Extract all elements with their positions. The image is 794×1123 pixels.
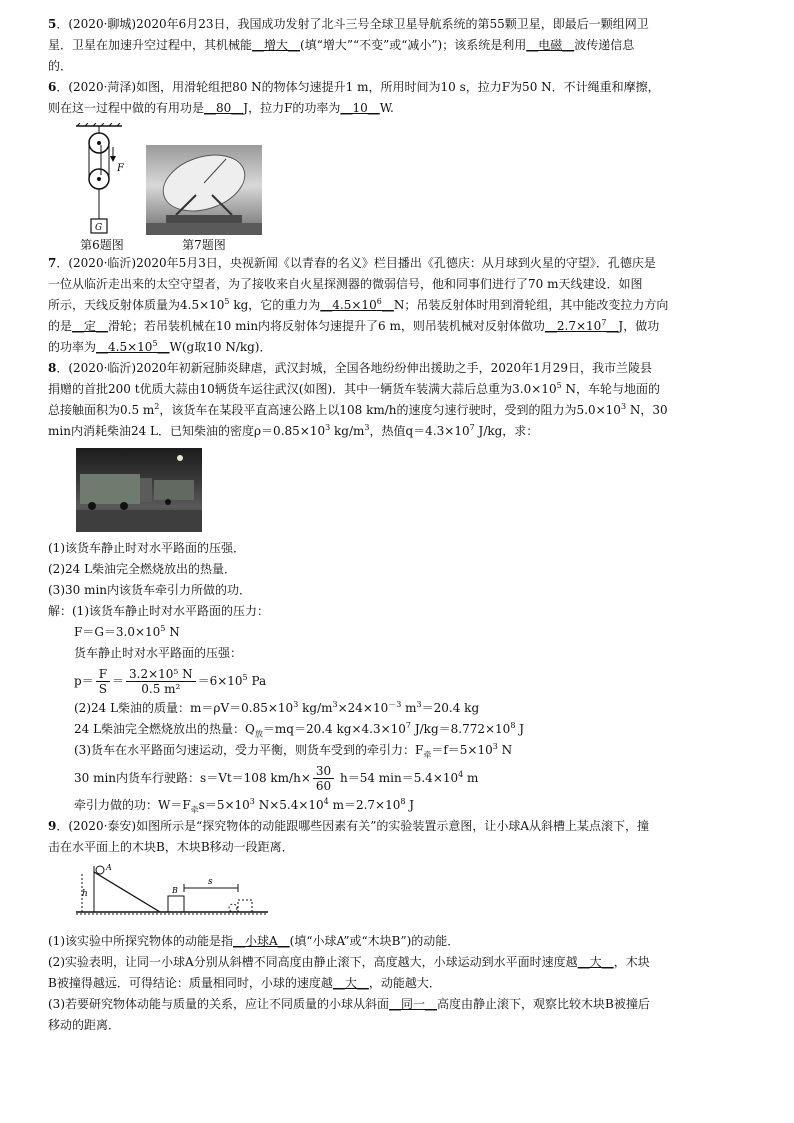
figure-8 (76, 448, 748, 532)
worksheet-page (48, 14, 748, 1036)
q8-s7-b: ＝f＝5×10 (431, 743, 493, 757)
q8-sup-4c: 7 (469, 423, 475, 432)
q8-sup-4: 3 (325, 423, 331, 432)
q9-sub3-text-a: (3)若要研究物体动能与质量的关系，应让不同质量的小球从斜面 (48, 997, 390, 1011)
q8-solution-5 (48, 698, 748, 719)
q8-s2-b: N (165, 625, 180, 639)
q9-sub2-text-d: ，动能越大． (368, 976, 441, 990)
q5-line1 (48, 14, 748, 35)
figure-7 (146, 145, 262, 253)
q7-text-4c: J，做功 (618, 319, 660, 333)
q9-sub2-text-c: B被撞得越远．可得结论：质量相同时，小球的速度越 (48, 976, 333, 990)
q5-text-4: 波传递信息 (574, 38, 635, 52)
q8-text-4d: J/kg，求： (474, 424, 539, 438)
q9-answer-3: __大__ (332, 976, 369, 990)
q7-line4 (48, 316, 748, 337)
q8-s7-sub: 牵 (423, 750, 432, 760)
q5-line2 (48, 35, 748, 56)
q7-line1 (48, 253, 748, 274)
q9-number: 9 (48, 819, 57, 833)
q7-answer-3 (545, 319, 619, 333)
q8-s7-a: (3)货车在水平路面匀速运动，受力平衡，则货车受到的牵引力：F (74, 743, 424, 757)
q8-solution-9 (48, 795, 748, 816)
q6-number: 6 (48, 80, 57, 94)
q9-answer-4: __同一__ (389, 997, 438, 1011)
q8-s8-sup: 4 (458, 770, 464, 779)
q8-s9-sup: 3 (249, 797, 255, 806)
q8-text-4a: min内消耗柴油24 L．已知柴油的密度ρ＝0.85×10 (48, 424, 326, 438)
q8-line1 (48, 358, 748, 379)
force-label-F: F (117, 163, 124, 174)
q7-answer-4-end: __ (157, 340, 170, 354)
q9-sub2-text-a: (2)实验表明，让同一小球A分别从斜槽不同高度由静止滚下，高度越大，小球运动到水平面时速度越 (48, 955, 578, 969)
q7-text-1: ．(2020·临沂)2020年5月3日，央视新闻《以青春的名义》栏目播出《孔德庆：从月球到火星的守望》．孔德庆是 (56, 256, 656, 270)
q8-s9-d: m＝2.7×10 (328, 798, 401, 812)
q8-solution-4 (48, 664, 748, 698)
q8-s5-b: kg/m (298, 701, 333, 715)
q8-s4-frac-2 (126, 667, 196, 696)
frac-numerator: 3.2×10⁵ N (126, 667, 196, 682)
q5-answer-2: __电磁__ (526, 38, 575, 52)
truck-image (76, 448, 202, 532)
q6-text-1: ．(2020·菏泽)如图，用滑轮组把80 N的物体匀速提升1 m，所用时间为10 s，拉力F为50 N．不计绳重和摩擦， (56, 80, 660, 94)
q8-s6-sup2: 8 (510, 721, 516, 730)
q8-s6-a: 24 L柴油完全燃烧放出的热量：Q (74, 722, 255, 736)
q8-line4 (48, 421, 748, 442)
q8-solution-6 (48, 719, 748, 740)
q5-text-5: 的． (48, 59, 73, 73)
figure-9 (72, 862, 748, 927)
q8-solution-2 (48, 622, 748, 643)
q8-s6-d: J (515, 722, 525, 736)
q5-number: 5 (48, 17, 57, 31)
weight-label-G: G (95, 223, 103, 233)
q8-text-2b: N，车轮与地面的 (561, 382, 661, 396)
frac-denominator: S (98, 682, 107, 696)
q8-s6-c: J/kg＝8.772×10 (411, 722, 511, 736)
q8-s2-sup: 5 (160, 624, 166, 633)
q8-sup-3b: 3 (620, 402, 627, 411)
q8-s4-eq: ＝ (112, 674, 125, 688)
q8-s9-sup3: 8 (400, 797, 406, 806)
q9-sub1-text-b: (填“小球A”或“木块B”)的动能． (289, 934, 460, 948)
q7-text-5a: 的功率为 (48, 340, 97, 354)
q6-line2 (48, 98, 748, 119)
q8-s4-frac-1 (96, 667, 110, 696)
q7-sup-3: 5 (224, 297, 230, 306)
q5-answer-1: __增大__ (252, 38, 301, 52)
q6-answer-2: __10__ (340, 101, 380, 115)
ball-label-A: A (106, 863, 112, 872)
q8-text-1: ．(2020·临沂)2020年初新冠肺炎肆虐，武汉封城，全国各地纷纷伸出援助之手，2020年1月29日，我市兰陵县 (56, 361, 653, 375)
q7-answer-1 (320, 298, 394, 312)
q8-solution-8 (48, 761, 748, 795)
q8-sup-2: 5 (556, 381, 562, 390)
kinetic-energy-apparatus-diagram (72, 862, 272, 920)
q8-s9-a: 牵引力做的功：W＝F (74, 798, 191, 812)
figure-6 (72, 123, 132, 253)
q8-sup-3: 2 (154, 402, 160, 411)
height-label-h: h (82, 889, 88, 899)
block-label-B: B (172, 886, 178, 895)
q7-line2 (48, 274, 748, 295)
distance-label-s: s (208, 877, 213, 887)
q8-s7-sup: 3 (492, 742, 498, 751)
q9-sub1-text-a: (1)该实验中所探究物体的动能是指 (48, 934, 233, 948)
q8-s9-sup2: 4 (323, 797, 329, 806)
q7-line3 (48, 295, 748, 316)
q7-text-4b: 滑轮；若吊装机械在10 min内将反射体匀速提升了6 m，则吊装机械对反射体做功 (108, 319, 545, 333)
q7-text-3c: N；吊装反射体时用到滑轮组，其中能改变拉力方向 (393, 298, 669, 312)
q8-s5-d: m (401, 701, 417, 715)
q9-sub2-text-b: ，木块 (613, 955, 650, 969)
q8-line3 (48, 400, 748, 421)
q8-text-3c: N，30 (626, 403, 668, 417)
q7-answer-4-exp: 5 (152, 339, 158, 348)
q9-answer-2: __大__ (577, 955, 614, 969)
q5-text-3: (填“增大”“不变”或“减小”)；该系统是利用 (300, 38, 527, 52)
q8-s9-e: J (405, 798, 415, 812)
q9-answer-1: __小球A__ (233, 934, 290, 948)
q8-text-3a: 总接触面积为0.5 m (48, 403, 155, 417)
q8-s5-sup4: 3 (416, 700, 422, 709)
q7-number: 7 (48, 256, 57, 270)
q7-answer-3-base: __2.7×10 (544, 319, 602, 333)
q8-s8-c: m (463, 771, 479, 785)
q5-text-2: 星．卫星在加速升空过程中，其机械能 (48, 38, 253, 52)
q8-s4-c: Pa (247, 674, 267, 688)
radio-telescope-photo (146, 145, 262, 235)
q8-s5-sup: 3 (293, 700, 299, 709)
pulley-diagram (72, 123, 132, 235)
q8-sub-question-3: (3)30 min内该货车牵引力所做的功． (48, 583, 252, 597)
q8-s5-e: ＝20.4 kg (421, 701, 480, 715)
q7-answer-1-exp: 6 (376, 297, 382, 306)
q5-line3 (48, 56, 748, 77)
q8-s9-c: N×5.4×10 (254, 798, 324, 812)
q7-text-3b: kg，它的重力为 (229, 298, 321, 312)
q7-answer-3-end: __ (606, 319, 619, 333)
q8-s8-a: 30 min内货车行驶路：s＝Vt＝108 km/h× (74, 771, 311, 785)
q6-text-4: W. (379, 101, 394, 115)
q8-s7-c: N (497, 743, 513, 757)
q8-s4-b: ＝6×10 (197, 674, 243, 688)
q9-sub-2 (48, 952, 748, 973)
q7-answer-1-end: __ (381, 298, 394, 312)
q9-sub-3 (48, 994, 748, 1015)
q8-s4-sup: 5 (242, 673, 248, 682)
q8-s5-a: (2)24 L柴油的质量：m＝ρV＝0.85×10 (74, 701, 294, 715)
q7-answer-2: __定__ (72, 319, 109, 333)
q6-text-3: J，拉力F的功率为 (243, 101, 341, 115)
q7-answer-4-base: __4.5×10 (96, 340, 153, 354)
q8-sub-question-1: (1)该货车静止时对水平路面的压强． (48, 541, 245, 555)
frac-denominator: 0.5 m² (141, 682, 181, 696)
q8-s6-sub: 放 (254, 729, 263, 739)
q9-sub-1 (48, 931, 748, 952)
q8-s6-b: ＝mq＝20.4 kg×4.3×10 (262, 722, 406, 736)
q5-text-1: ．(2020·聊城)2020年6月23日，我国成功发射了北斗三号全球卫星导航系统的第55颗卫星，即最后一颗组网卫 (56, 17, 649, 31)
q9-sub3-text-c: 移动的距离． (48, 1018, 121, 1032)
q9-sub-2-cont (48, 973, 748, 994)
q8-s6-sup: 7 (405, 721, 412, 730)
q7-text-5b: W(g取10 N/kg)． (169, 340, 272, 354)
q8-s5-c: ×24×10 (337, 701, 389, 715)
q8-s8-frac (313, 764, 334, 793)
q8-text-2a: 捐赠的首批200 t优质大蒜由10辆货车运往武汉(如图)．其中一辆货车装满大蒜后总重为3.0×10 (48, 382, 557, 396)
q8-s5-sup2: 3 (332, 700, 338, 709)
q7-answer-3-exp: 7 (601, 318, 607, 327)
q7-text-4a: 的是 (48, 319, 73, 333)
q8-sup-4b: 3 (364, 423, 370, 432)
q6-answer-1: __80__ (204, 101, 244, 115)
q8-s9-sub: 牵 (190, 805, 199, 815)
q7-line5 (48, 337, 748, 358)
figure-7-caption: 第7题图 (182, 238, 226, 252)
q6-text-2: 则在这一过程中做的有用功是 (48, 101, 205, 115)
q8-sub-question-2: (2)24 L柴油完全燃烧放出的热量． (48, 562, 237, 576)
q8-text-4b: kg/m (330, 424, 365, 438)
q7-text-3a: 所示，天线反射体质量为4.5×10 (48, 298, 225, 312)
q9-text-2: 击在水平面上的木块B，木块B移动一段距离． (48, 840, 294, 854)
frac-numerator: F (96, 667, 110, 682)
figure-6-caption: 第6题图 (80, 238, 124, 252)
q8-s5-sup3: －3 (388, 700, 402, 709)
q6-q7-figures (72, 123, 748, 253)
q8-s9-b: s＝5×10 (198, 798, 250, 812)
q8-line2 (48, 379, 748, 400)
q6-line1 (48, 77, 748, 98)
q8-text-3b: ，该货车在某段平直高速公路上以108 km/h的速度匀速行驶时，受到的阻力为5.0×10 (159, 403, 621, 417)
q9-line1 (48, 816, 748, 837)
truck-convoy-photo (76, 448, 202, 532)
q7-answer-4 (96, 340, 170, 354)
q8-solution-3: 货车静止时对水平路面的压强： (74, 646, 243, 660)
q9-sub3-text-b: 高度由静止滚下，观察比较木块B被撞后 (437, 997, 650, 1011)
q9-text-1: ．(2020·泰安)如图所示是“探究物体的动能跟哪些因素有关”的实验装置示意图，让小球A从斜槽上某点滚下，撞 (56, 819, 650, 833)
q7-answer-1-base: __4.5×10 (320, 298, 377, 312)
q8-solution-1: 解：(1)该货车静止时对水平路面的压力： (48, 604, 269, 618)
q8-s2-a: F＝G＝3.0×10 (74, 625, 161, 639)
q7-text-2: 一位从临沂走出来的太空守望者，为了接收来自火星探测器的微弱信号，他和同事们进行了70 m天线建设．如图 (48, 277, 643, 291)
q8-s4-a: p＝ (74, 674, 94, 688)
telescope-dish-image (146, 145, 262, 235)
frac-numerator: 30 (313, 764, 334, 779)
q8-s8-b: h＝54 min＝5.4×10 (336, 771, 459, 785)
q8-number: 8 (48, 361, 57, 375)
q8-text-4c: ，热值q＝4.3×10 (369, 424, 470, 438)
frac-denominator: 60 (315, 779, 332, 793)
q8-solution-7 (48, 740, 748, 761)
